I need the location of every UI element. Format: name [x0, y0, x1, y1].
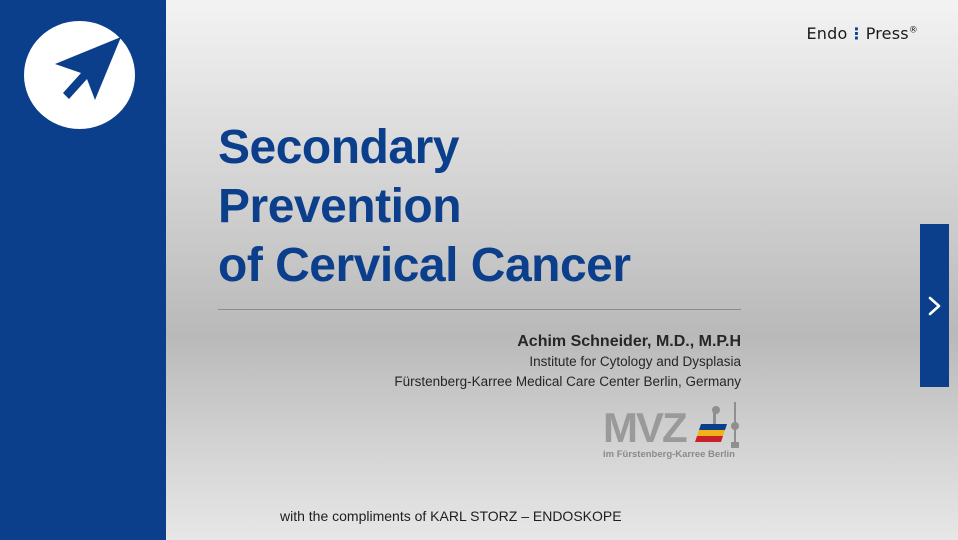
- author-name: Achim Schneider, M.D., M.P.H: [517, 333, 741, 350]
- document-title: [218, 118, 778, 295]
- footer-credit: with the compliments of KARL STORZ – ENDOSKOPE: [280, 508, 622, 524]
- brand-right: Press: [865, 24, 909, 43]
- chevron-right-icon: [927, 296, 942, 316]
- sidebar: [0, 0, 166, 540]
- paper-plane-arrow-icon: [24, 21, 135, 129]
- mvz-caption: im Fürstenberg-Karree Berlin: [603, 449, 735, 460]
- title-divider: [218, 309, 741, 310]
- registered-mark: ®: [908, 25, 918, 36]
- endopress-brand: [806, 24, 918, 43]
- author-institute: Institute for Cytology and Dysplasia: [529, 354, 741, 369]
- mvz-wordmark: [601, 398, 743, 448]
- title-line-2: Prevention: [218, 180, 462, 233]
- title-line-3: of Cervical Cancer: [218, 239, 631, 292]
- mvz-wordmark-text: MVZ: [603, 404, 686, 448]
- author-affiliation: Fürstenberg-Karree Medical Care Center Berlin, Germany: [394, 374, 741, 389]
- author-block: [394, 332, 741, 392]
- brand-separator: ⋮: [848, 24, 865, 43]
- brand-left: Endo: [806, 24, 848, 43]
- brand-logo: [24, 21, 135, 129]
- title-line-1: Secondary: [218, 121, 459, 174]
- next-page-button[interactable]: [920, 224, 949, 387]
